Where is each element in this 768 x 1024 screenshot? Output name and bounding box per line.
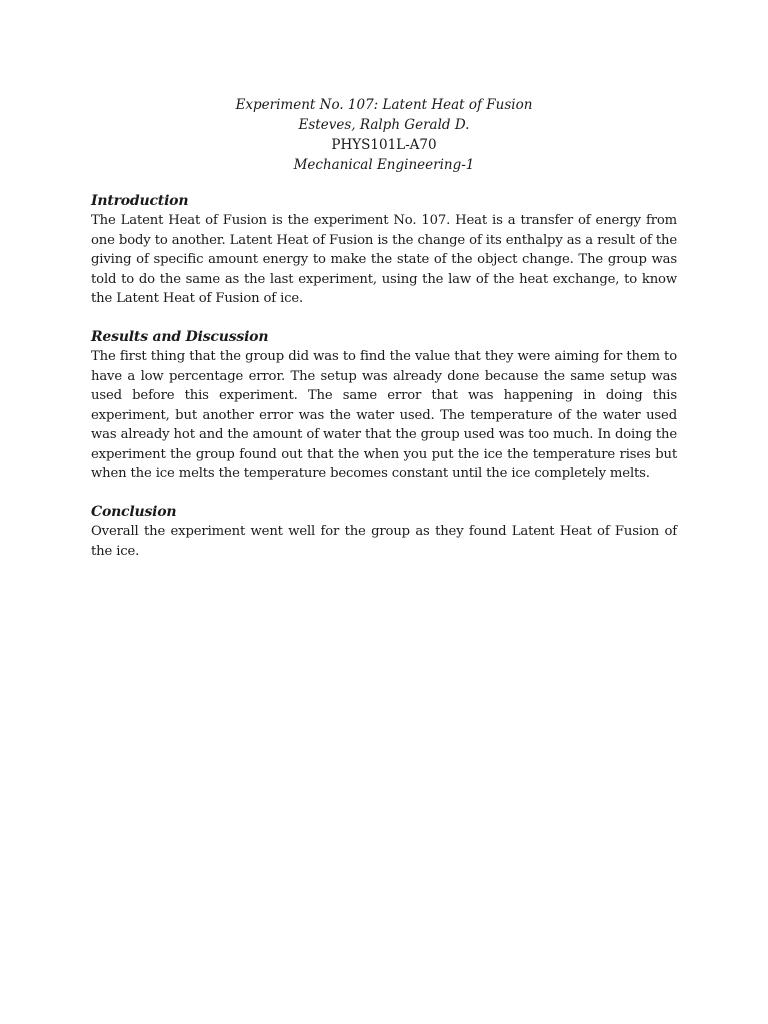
section-results-and-discussion: [91, 327, 677, 484]
course-code: PHYS101L-A70: [331, 137, 437, 153]
author-name: Esteves, Ralph Gerald D.: [298, 117, 470, 133]
document-title: Experiment No. 107: Latent Heat of Fusion: [235, 97, 533, 113]
program-name: Mechanical Engineering-1: [293, 157, 475, 173]
section-introduction: [91, 191, 677, 309]
section-heading: Introduction: [91, 193, 189, 209]
section-paragraph: The Latent Heat of Fusion is the experiment No. 107. Heat is a transfer of energy from one body to another. Latent Heat of Fusion is the change of its enthalpy as a result of the giving of specific amount energy to make the state of the object change. The group was told to do the same as the last experiment, using the law of the heat exchange, to know the Latent Heat of Fusion of ice.: [91, 213, 677, 306]
document-header: [0, 95, 768, 175]
section-paragraph: The first thing that the group did was to find the value that they were aiming for them to have a low percentage error. The setup was already done because the same setup was used before this experiment. The same error that was happening in doing this experiment, but another error was the water used. The temperature of the water used was already hot and the amount of water that the group used was too much. In doing the experiment the group found out that the when you put the ice the temperature rises but when the ice melts the temperature becomes constant until the ice completely melts.: [91, 349, 677, 481]
section-paragraph: Overall the experiment went well for the group as they found Latent Heat of Fusion of the ice.: [91, 524, 677, 559]
section-heading: Results and Discussion: [91, 329, 269, 345]
section-conclusion: [91, 502, 677, 561]
section-heading: Conclusion: [91, 504, 177, 520]
